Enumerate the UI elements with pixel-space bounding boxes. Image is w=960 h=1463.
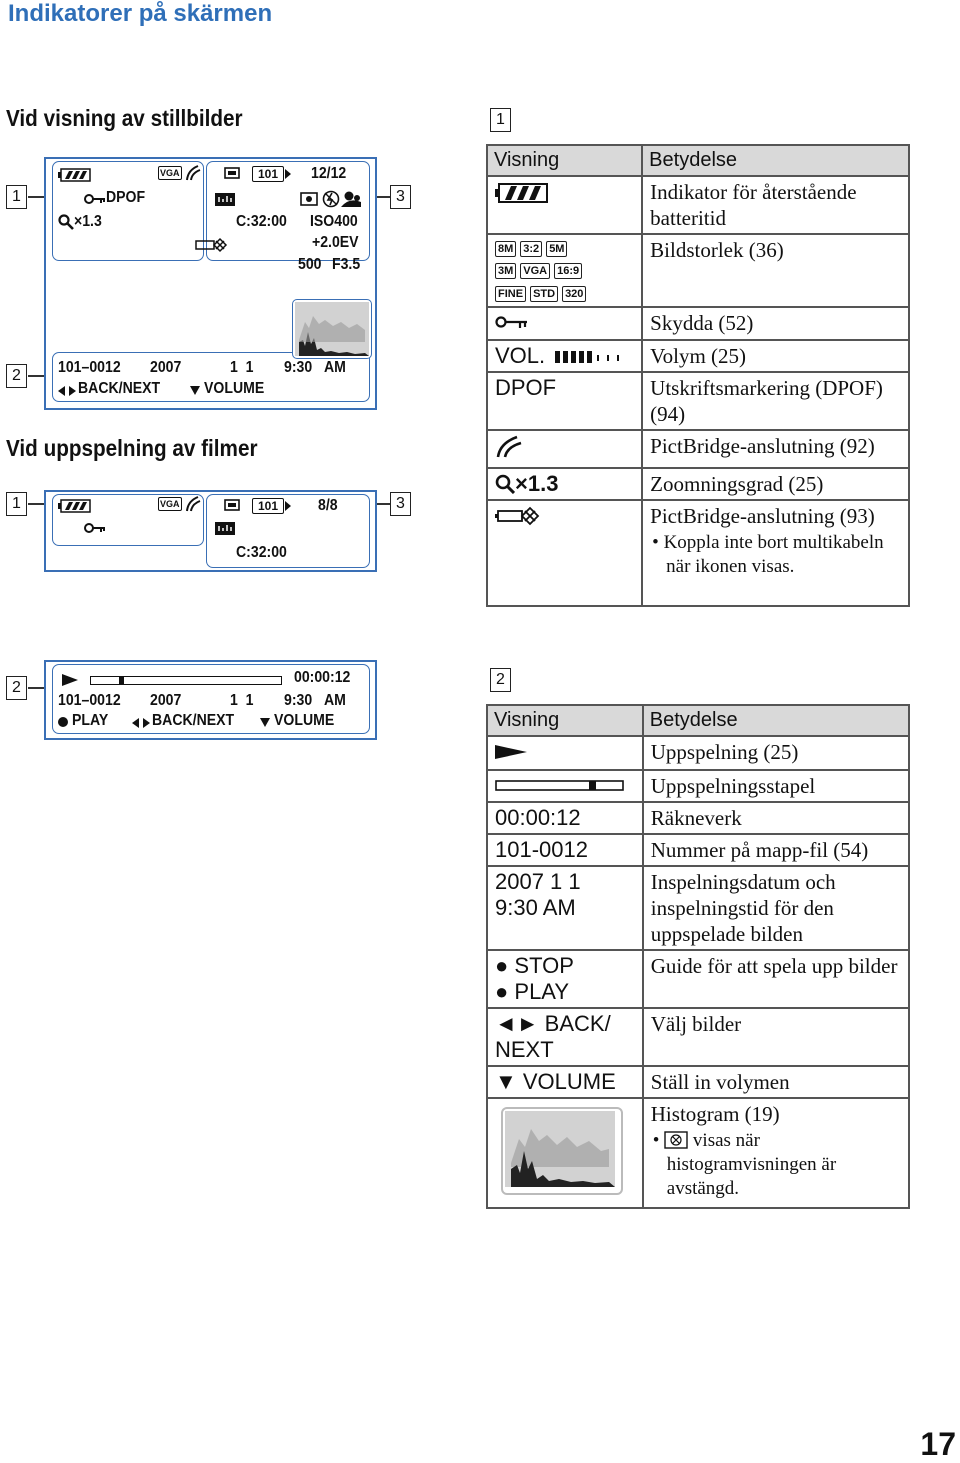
protect-key-icon [495,315,529,331]
vga-size-icon: VGA [160,499,180,509]
record-ampm: AM [324,359,346,376]
recording-folder-icon [214,520,236,536]
size-vga-icon: VGA [520,263,550,279]
zoom-meaning: Zoomningsgrad (25) [642,468,909,500]
pictbridge-note-text: Koppla inte bort multikabeln när ikonen visas. [663,531,884,577]
scene-mode-icon [340,190,362,208]
table-row [487,234,909,307]
movie-fine-icon: FINE [495,286,526,302]
table-row [487,802,909,834]
protect-key-icon [84,522,106,534]
movie-counter: 00:00:12 [294,669,351,686]
table-row [487,1098,909,1208]
callout-3-movie: 3 [390,492,411,516]
record-date: 1 1 [230,359,254,376]
table-row [487,834,909,866]
playback-bar-icon [495,779,625,793]
table-row [487,307,909,340]
pictbridge-icon [184,164,202,182]
histogram-meaning: Histogram (19) [650,1102,780,1126]
play-triangle-icon [62,674,78,686]
table-row [487,340,909,372]
volume-guide: VOLUME [204,380,265,397]
movie-lcd-bottom [44,660,377,740]
down-arrow-icon [260,718,270,727]
size-3m-icon: 3M [495,263,516,279]
histogram-frame [292,299,372,359]
still-image-lcd-screen [44,157,377,410]
table-row [487,1008,909,1066]
page-header-title: Indikatorer på skärmen [8,0,273,27]
play-dot-icon [58,717,68,727]
pictbridge-connect-meaning: PictBridge-anslutning (92) [642,430,909,468]
record-ampm: AM [324,692,346,709]
memory-card-icon [224,166,240,180]
volume-bars-icon [555,349,627,363]
pictbridge-icon [184,495,202,513]
zoom-level: ×1.3 [74,213,102,230]
histogram-off-icon [664,1131,688,1149]
size-8m-icon: 8M [495,241,516,257]
table2-number: 2 [490,668,511,692]
volume-display: ▼ VOLUME [487,1066,643,1098]
size-5m-icon: 5M [546,241,567,257]
record-year: 2007 [150,359,182,376]
table-row [487,950,909,1008]
image-size-icons [487,234,642,307]
file-number-meaning: Nummer på mapp-fil (54) [643,834,909,866]
counter-display: 00:00:12 [487,802,643,834]
volume-guide: VOLUME [274,712,335,729]
remaining-capacity: C:32:00 [236,213,287,230]
table-row [487,176,909,234]
table-row [487,372,909,430]
table1-header [487,145,909,176]
playback-meaning: Uppspelning (25) [643,736,909,770]
table-row [487,866,909,950]
battery-icon [495,182,549,204]
pictbridge-disconnect-icon [495,505,543,527]
date-meaning: Inspelningsdatum och inspelningstid för den uppspelade bilden [643,866,909,950]
size-16-9-icon: 16:9 [554,263,582,279]
callout-2-movie: 2 [6,676,27,700]
playback-bar-position [119,677,124,684]
playback-bar-meaning: Uppspelningsstapel [643,770,909,802]
metering-icon [300,191,318,207]
table-row [487,468,909,500]
table-row [487,500,909,606]
movie-std-icon: STD [530,286,558,302]
movies-section-title: Vid uppspelning av filmer [6,435,258,461]
aperture-value: F3.5 [332,256,361,273]
histogram-frame [501,1107,623,1195]
pictbridge-disconnect-icon [194,237,230,253]
table2-col2-header: Betydelse [643,705,909,736]
pictbridge-disconnect-meaning: PictBridge-anslutning (93) [650,503,875,528]
protect-key-icon [84,193,106,205]
protect-meaning: Skydda (52) [642,307,909,340]
file-number: 101–0012 [58,692,121,709]
recording-folder-icon [214,191,236,207]
callout-1-still: 1 [6,185,27,209]
callout-1-movie: 1 [6,492,27,516]
movie-lcd-top [44,490,377,572]
size-3-2-icon: 3:2 [520,241,542,257]
counter-meaning: Räkneverk [643,802,909,834]
movie-320-icon: 320 [562,286,586,302]
stop-play-display: ● STOP ● PLAY [487,950,643,1008]
memory-card-icon [224,498,240,512]
remaining-capacity: C:32:00 [236,544,287,561]
shutter-speed: 500 [298,256,322,273]
volume-label: VOL. [495,342,546,368]
volume-meaning: Volym (25) [642,340,909,372]
left-right-arrows-icon [132,718,150,728]
back-next-display: ◄► BACK/ NEXT [487,1008,643,1066]
record-year: 2007 [150,692,182,709]
back-next-guide: BACK/NEXT [152,712,235,729]
vga-size-icon: VGA [160,168,180,178]
table-1 [486,144,910,607]
table1-col1-header: Visning [487,145,642,176]
play-guide: PLAY [72,712,109,729]
left-right-arrows-icon [58,386,76,396]
file-number-display: 101-0012 [487,834,643,866]
stop-play-meaning: Guide för att spela upp bilder [643,950,909,1008]
folder-arrow-icon [284,168,292,180]
down-arrow-icon [190,386,200,395]
folder-101-icon: 101 [252,498,284,514]
image-size-meaning: Bildstorlek (36) [642,234,909,307]
battery-icon [58,499,92,513]
exposure-value: +2.0EV [312,234,359,251]
record-time: 9:30 [284,692,313,709]
battery-icon [58,168,92,182]
battery-meaning: Indikator för återstående batteritid [642,176,909,234]
zoom-magnifier-icon [58,214,74,230]
iso-value: ISO400 [310,213,358,230]
page-number: 17 [920,1426,956,1462]
table1-number: 1 [490,108,511,132]
dpof-indicator: DPOF [106,189,146,206]
flash-off-icon [322,190,340,208]
volume-meaning: Ställ in volymen [643,1066,909,1098]
play-triangle-icon [495,743,527,761]
date-display: 2007 1 1 9:30 AM [487,866,643,950]
image-count: 12/12 [311,165,347,182]
dpof-meaning: Utskriftsmarkering (DPOF) (94) [642,372,909,430]
back-next-meaning: Välj bilder [643,1008,909,1066]
histogram-note-text: visas när histogramvisningen är avstängd. [666,1130,837,1199]
table2-col1-header: Visning [487,705,643,736]
callout-3-still: 3 [390,185,411,209]
folder-arrow-icon [284,500,292,512]
stills-section-title: Vid visning av stillbilder [6,105,243,131]
table-2 [486,704,910,1209]
table-row [487,736,909,770]
dpof-display: DPOF [487,372,642,430]
file-number: 101–0012 [58,359,121,376]
pictbridge-note: • Koppla inte bort multikabeln när ikonen visas. [652,531,884,577]
histogram-note: • visas när histogramvisningen är avstängd. [652,1130,837,1199]
histogram-graph [295,302,369,356]
table2-header [487,705,909,736]
folder-101-icon: 101 [252,166,284,182]
table-row [487,430,909,468]
image-count: 8/8 [318,497,338,514]
callout-2-still: 2 [6,364,27,388]
pictbridge-icon [495,435,523,459]
table1-col2-header: Betydelse [642,145,909,176]
table-row [487,770,909,802]
record-time: 9:30 [284,359,313,376]
table-row [487,1066,909,1098]
zoom-magnifier-icon [495,474,515,494]
playback-bar [90,676,282,685]
histogram-graph [505,1111,615,1187]
back-next-guide: BACK/NEXT [78,380,161,397]
record-date: 1 1 [230,692,254,709]
zoom-display: ×1.3 [515,470,559,496]
